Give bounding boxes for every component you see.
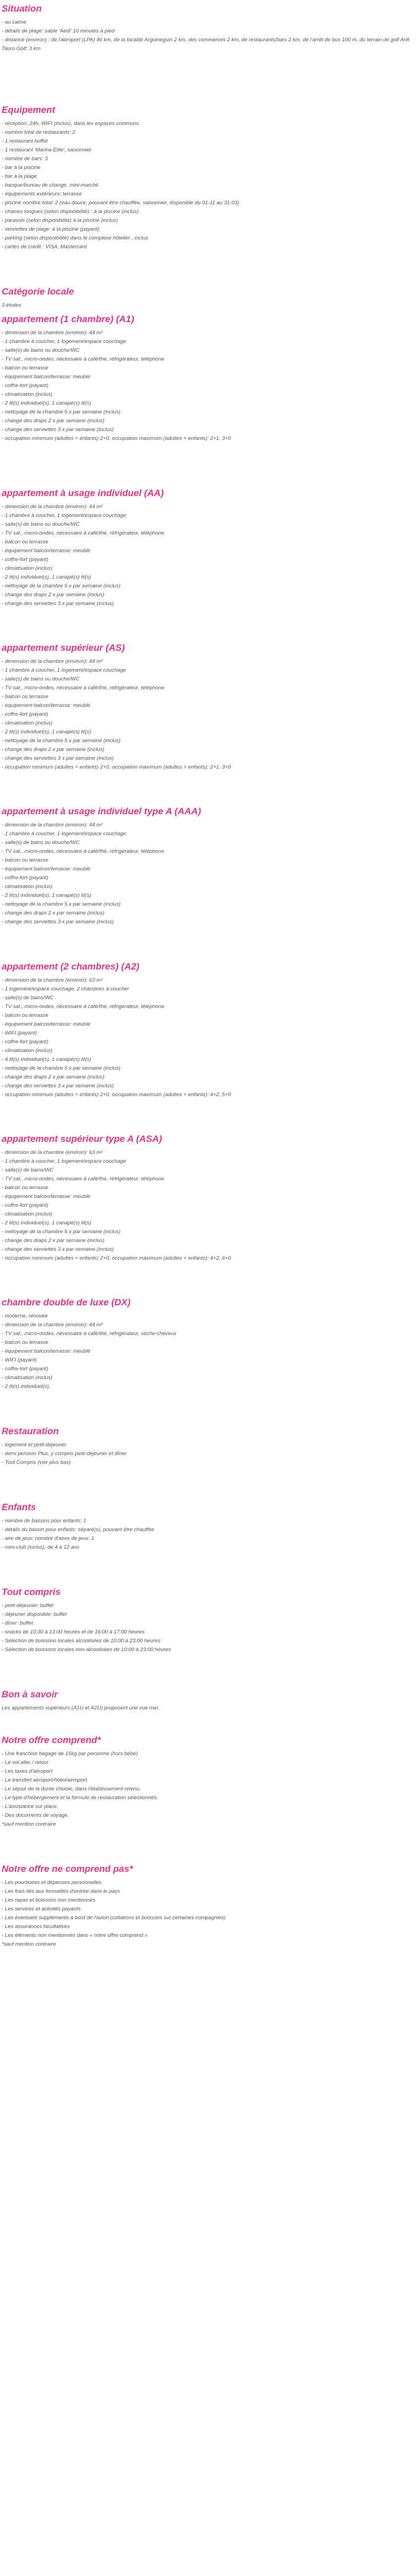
section-line: - au calme (2, 19, 26, 25)
section-line: - nettoyage de la chambre 5 x par semaine (inclus) (2, 1065, 120, 1071)
section-line: - balcon ou terrasse (2, 1012, 48, 1019)
section-title: Situation (2, 3, 42, 14)
section-line: - dimension de la chambre (environ): 44 m² (2, 822, 103, 828)
section-line: - climatisation (inclus) (2, 391, 53, 397)
section-tout-compris (2, 1586, 415, 1654)
section-line: - balcon ou terrasse (2, 365, 48, 371)
section-line: - nettoyage de la chambre 5 x par semaine (inclus) (2, 1229, 120, 1235)
section-title: Notre offre comprend* (2, 1735, 101, 1745)
section-line: - équipement balcon/terrasse: meublé (2, 866, 91, 872)
section-line: - Une franchise bagage de 15kg par personne (hors bébé) (2, 1751, 138, 1757)
section-line: - change des draps 2 x par semaine (inclus) (2, 418, 105, 424)
section-line: - 1 restaurant 'Marina Elite', saisonnier (2, 147, 92, 153)
section-line: - climatisation (inclus) (2, 1375, 53, 1381)
section-line: - TV sat., micro-ondes, nécessaire à café/thé, réfrigérateur, téléphone (2, 530, 164, 536)
section-line: - Le transfert aéroport/hôtel/aéroport. (2, 1777, 89, 1783)
section-line: - occupation minimum (adultes + enfants) 2+0, occupation maximum (adultes + enfants): 2+1, 3+0 (2, 764, 231, 770)
section-line: - déjeuner disponible: buffet (2, 1611, 67, 1618)
section-line: - Les taxes d'aéroport (2, 1768, 53, 1774)
section-line: - TV sat., micro-ondes, nécessaire à café/thé, réfrigérateur, sèche-cheveux (2, 1331, 177, 1337)
section-line: - détails du bassin pour enfants: séparé(s), pouvant être chauffée (2, 1527, 155, 1533)
section-line: - TV sat., micro-ondes, nécessaire à café/thé, réfrigérateur, téléphone (2, 848, 164, 854)
section-line: - équipements extérieurs: terrasse (2, 191, 82, 197)
section-line: - WIFI (payant) (2, 1357, 37, 1363)
section-title: appartement à usage individuel type A (AAA) (2, 806, 201, 816)
section-categorie (2, 286, 415, 310)
section-line: - dimension de la chambre (environ): 44 m² (2, 504, 103, 510)
section-line: - cartes de crédit : VISA, Mastercard (2, 244, 87, 250)
section-bon-a-savoir (2, 1689, 415, 1713)
section-line: - 2 lit(s) individuel(s), 1 canapé(s) lit(s) (2, 1220, 91, 1226)
section-line: - chaises longues (selon disponibilité) : à la piscine (inclus) (2, 209, 139, 215)
section-line: - bar à la piscine (2, 165, 41, 171)
section-line: - 1 chambre à coucher, 1 logement/espace couchage (2, 339, 127, 345)
section-line: - 2 lit(s) individuel(s), 1 canapé(s) lit(s) (2, 400, 91, 406)
section-line: - Les éléments non mentionnés dans « notre offre comprend » (2, 1932, 148, 1938)
section-line: - salle(s) de bains ou douche/WC (2, 347, 80, 353)
section-situation (2, 3, 415, 53)
section-offre-ne-comprend (2, 1863, 415, 1949)
section-line: - Sélection de boissons locales non-alcoolisées de 10:00 à 23:00 heures (2, 1647, 171, 1653)
section-line: - 4 lit(s) individuel(s), 1 canapé(s) lit(s) (2, 1056, 91, 1063)
section-line: - change des serviettes 3 x par semaine (inclus) (2, 1083, 114, 1089)
section-line: - Les services et activités payants (2, 1906, 81, 1912)
section-line: - balcon ou terrasse (2, 857, 48, 863)
section-line: - Les éventuels suppléments à bord de l'avion (collations et boissons sur certaines compagnies) (2, 1915, 226, 1921)
section-line: - coffre-fort (payant) (2, 1366, 48, 1372)
section-line: - nombre de bars: 3 (2, 156, 48, 162)
section-line: - salle(s) de bains ou douche/WC (2, 676, 80, 682)
section-line: - coffre-fort (payant) (2, 557, 48, 563)
section-line: - Sélection de boissons locales alcoolisées de 10:00 à 23:00 heures (2, 1638, 161, 1644)
section-enfants (2, 1501, 415, 1552)
section-line: - TV sat., micro-ondes, nécessaire à café/thé, réfrigérateur, téléphone (2, 1176, 164, 1182)
section-line: - occupation minimum (adultes + enfants) 2+0, occupation maximum (adultes + enfants): 4+2, 5+0 (2, 1092, 231, 1098)
section-line: - TV sat., micro-ondes, nécessaire à café/thé, réfrigérateur, téléphone (2, 356, 164, 362)
section-line: - équipement balcon/terrasse: meublé (2, 1021, 91, 1027)
section-line: - climatisation (inclus) (2, 565, 53, 571)
section-line: - Les pourboires et dépenses personnelles (2, 1880, 102, 1886)
section-line: - change des draps 2 x par semaine (inclus) (2, 910, 105, 916)
section-line: - mini-club (inclus), de 4 à 12 ans (2, 1544, 80, 1550)
section-line: - Le vol aller / retour (2, 1760, 49, 1766)
section-line: - balcon ou terrasse (2, 539, 48, 545)
section-line: - coffre-fort (payant) (2, 383, 48, 389)
section-line: - change des draps 2 x par semaine (inclus) (2, 1238, 105, 1244)
section-line: *sauf mention contraire (2, 1821, 56, 1827)
section-title: Catégorie locale (2, 286, 74, 297)
section-restauration (2, 1425, 415, 1467)
section-line: Les appartements supérieurs (A1U et A2U) proposent une vue mer. (2, 1705, 160, 1711)
section-line: - change des serviettes 3 x par semaine (inclus) (2, 755, 114, 761)
section-as (2, 642, 415, 772)
section-line: - L'assistance sur place. (2, 1804, 58, 1810)
section-line: - 1 restaurant buffet (2, 138, 48, 144)
section-line: - dîner: buffet (2, 1620, 34, 1626)
section-line: - Les frais liés aux formalités d'entrée dans le pays (2, 1888, 120, 1894)
section-title: Restauration (2, 1426, 59, 1436)
section-title: appartement (2 chambres) (A2) (2, 961, 140, 972)
section-line: - 1 logement/espace couchage, 2 chambres à coucher (2, 986, 129, 992)
section-line: - climatisation (inclus) (2, 720, 53, 726)
section-line: - coffre-fort (payant) (2, 875, 48, 881)
section-line: - change des draps 2 x par semaine (inclus) (2, 747, 105, 753)
section-aaa (2, 805, 415, 927)
section-line: - 1 chambre à coucher, 1 logement/espace couchage (2, 831, 127, 837)
section-line: - 1 chambre à coucher, 1 logement/espace couchage (2, 667, 127, 673)
section-line: - nettoyage de la chambre 5 x par semaine (inclus) (2, 738, 120, 744)
section-line: - nettoyage de la chambre 5 x par semaine (inclus) (2, 583, 120, 589)
section-line: - coffre-fort (payant) (2, 1039, 48, 1045)
section-line: - Les assurances facultatives (2, 1924, 70, 1930)
section-line: - réception, 24h, WIFI (inclus), dans les espaces communs (2, 121, 139, 127)
section-line: - aire de jeux: nombre d'aires de jeux: 1 (2, 1535, 95, 1542)
section-line: - Des documents de voyage. (2, 1812, 69, 1818)
section-line: - dimension de la chambre (environ): 44 m² (2, 330, 103, 336)
section-line: - parking (selon disponibilité) dans le complexe hôtelier , inclus (2, 235, 149, 241)
section-line: - bar à la plage (2, 173, 37, 179)
section-line: - salle(s) de bains/WC (2, 1167, 54, 1173)
section-title: Notre offre ne comprend pas* (2, 1864, 133, 1874)
section-line: - occupation minimum (adultes + enfants) 2+0, occupation maximum (adultes + enfants): 4+2, 6+0 (2, 1255, 231, 1261)
section-line: - change des draps 2 x par semaine (inclus) (2, 592, 105, 598)
section-line: - coffre-fort (payant) (2, 1202, 48, 1208)
section-line: - Le séjour de la durée choisie, dans l'établissement retenu. (2, 1786, 141, 1792)
section-line: - 2 lit(s) individuel(s), 1 canapé(s) lit(s) (2, 892, 91, 898)
section-dx (2, 1297, 415, 1391)
section-title: appartement à usage individuel (AA) (2, 488, 164, 498)
section-line: - équipement balcon/terrasse: meublé (2, 702, 91, 709)
section-line: - coffre-fort (payant) (2, 711, 48, 717)
section-line: - 2 lit(s) individuel(s), 1 canapé(s) lit(s) (2, 574, 91, 580)
section-line: - dimension de la chambre (environ): 63 m² (2, 977, 103, 983)
section-line: - occupation minimum (adultes + enfants) 2+0, occupation maximum (adultes + enfants): 2+1, 3+0 (2, 435, 231, 442)
section-line: - change des serviettes 3 x par semaine (inclus) (2, 1246, 114, 1252)
section-line: - serviettes de plage: à la piscine (payant) (2, 226, 100, 232)
section-line: - salle(s) de bains ou douche/WC (2, 521, 80, 527)
section-line: - change des serviettes 3 x par semaine (inclus) (2, 427, 114, 433)
section-line: - change des serviettes 3 x par semaine (inclus) (2, 919, 114, 925)
section-line: - change des serviettes 3 x par semaine (inclus) (2, 601, 114, 607)
section-line: - dimension de la chambre (environ): 44 m² (2, 658, 103, 665)
section-line: - logement et petit-déjeuner (2, 1442, 67, 1448)
section-aa (2, 487, 415, 608)
section-line: - nettoyage de la chambre 5 x par semaine (inclus) (2, 901, 120, 907)
section-line: 3 étoiles (2, 302, 21, 308)
section-line: - Tout Compris (voir plus bas) (2, 1459, 71, 1466)
section-line: - Les repas et boissons non mentionnés (2, 1897, 96, 1903)
section-title: Tout compris (2, 1587, 61, 1597)
section-line: - banque/bureau de change, mini-marché (2, 182, 98, 188)
section-line: - TV sat., micro-ondes, nécessaire à café/thé, réfrigérateur, téléphone (2, 1004, 164, 1010)
section-asa (2, 1133, 415, 1263)
section-line: - WIFI (payant) (2, 1030, 37, 1036)
section-line: *sauf mention contraire (2, 1941, 56, 1947)
section-line: - nombre total de restaurants: 2 (2, 129, 75, 135)
section-line: - dimension de la chambre (environ): 44 m² (2, 1322, 103, 1328)
section-line: - 1 chambre à coucher, 1 logement/espace couchage (2, 513, 127, 519)
section-line: - demi pension Plus, y compris petit-déjeuner et dîner (2, 1451, 127, 1457)
section-line: - petit-déjeuner: buffet (2, 1603, 53, 1609)
section-line: - piscine nombre total: 2 (eau douce, pouvant être chauffée, saisonnier, disponible du 01-11 au 31-03) (2, 200, 239, 206)
section-title: appartement supérieur type A (ASA) (2, 1134, 162, 1144)
section-line: - parasols (selon disponibilité) à la piscine (inclus) (2, 217, 118, 224)
section-line: - équipement balcon/terrasse: meublé (2, 1348, 91, 1354)
section-line: - snacks de 10:30 à 13:00 heures et de 16:00 à 17:00 heures (2, 1629, 145, 1635)
section-line: - salle(s) de bains ou douche/WC (2, 840, 80, 846)
section-a1 (2, 313, 415, 443)
section-line: - nombre de bassins pour enfants: 1 (2, 1518, 86, 1524)
section-line: - climatisation (inclus) (2, 1211, 53, 1217)
section-line: - dimension de la chambre (environ): 63 m² (2, 1150, 103, 1156)
section-title: Enfants (2, 1502, 36, 1512)
section-line: - 1 chambre à coucher, 1 logement/espace couchage (2, 1158, 127, 1164)
section-line: - équipement balcon/terrasse: meublé (2, 374, 91, 380)
section-title: Bon à savoir (2, 1689, 58, 1700)
section-line: - distance (environ) : de l'aéroport (LPA) 46 km, de la localité Arguineguin 2 km, des commerces 2 km, de restaurants/bars 2 km, de l'arrêt de bus 100 m, du terrain de golf Anfi Tauro Golf: 3 km (2, 37, 410, 52)
section-line: - TV sat., micro-ondes, nécessaire à café/thé, réfrigérateur, téléphone (2, 685, 164, 691)
section-title: appartement supérieur (AS) (2, 642, 125, 653)
section-equipement (2, 104, 415, 252)
section-line: - climatisation (inclus) (2, 884, 53, 890)
section-line: - équipement balcon/terrasse: meublé (2, 1194, 91, 1200)
section-line: - nettoyage de la chambre 5 x par semaine (inclus) (2, 409, 120, 415)
section-a2 (2, 961, 415, 1099)
section-title: chambre double de luxe (DX) (2, 1297, 131, 1308)
section-line: - détails de plage: sable 'Aedi' 10 minutes à pied (2, 28, 115, 34)
section-offre-comprend (2, 1734, 415, 1829)
section-line: - 2 lit(s) individuel(s), 1 canapé(s) lit(s) (2, 729, 91, 735)
section-line: - change des draps 2 x par semaine (inclus) (2, 1074, 105, 1080)
section-line: - salle(s) de bains/WC (2, 995, 54, 1001)
section-line: - moderne, rénovée (2, 1313, 48, 1319)
section-line: - balcon ou terrasse (2, 694, 48, 700)
section-line: - équipement balcon/terrasse: meublé (2, 548, 91, 554)
section-line: - Le type d'hébergement et la formule de restauration sélectionnés. (2, 1795, 158, 1801)
section-title: appartement (1 chambre) (A1) (2, 314, 134, 324)
section-line: - climatisation (inclus) (2, 1048, 53, 1054)
section-line: - balcon ou terrasse (2, 1185, 48, 1191)
section-title: Equipement (2, 105, 56, 115)
section-line: - 2 lit(s) individuel(s), (2, 1384, 51, 1390)
section-line: - balcon ou terrasse (2, 1339, 48, 1346)
